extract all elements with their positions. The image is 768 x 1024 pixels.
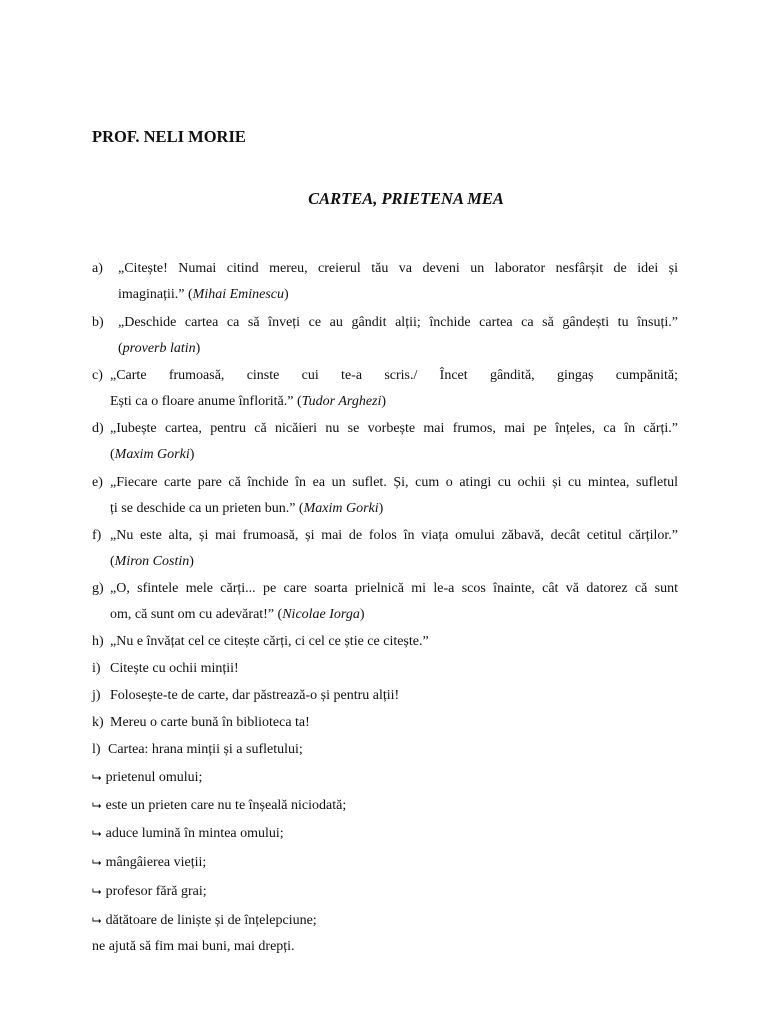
list-item — [92, 824, 678, 843]
quote-item — [92, 367, 678, 385]
item-marker: b) — [92, 315, 104, 330]
quote-continuation — [110, 393, 678, 411]
arrow-bullet-icon: ⮡ — [92, 798, 102, 812]
item-text: aduce lumină în mintea omului; — [105, 826, 284, 841]
item-marker: c) — [92, 368, 103, 383]
closing-line — [92, 938, 678, 956]
quote-text: ) — [189, 554, 194, 569]
list-item — [92, 714, 678, 732]
item-marker: d) — [92, 421, 104, 436]
quote-text: „Nu este alta, și mai frumoasă, și mai de folos în viața omului zăbavă, decât cetitul cărților.” — [110, 528, 678, 543]
quote-continuation — [110, 500, 678, 518]
item-marker: a) — [92, 261, 103, 276]
arrow-bullet-icon: ⮡ — [92, 884, 102, 898]
quote-text: ( — [118, 341, 123, 356]
list-item — [92, 853, 678, 872]
quote-continuation — [118, 340, 678, 358]
item-marker: h) — [92, 634, 104, 649]
item-text: dătătoare de liniște și de înțelepciune; — [105, 913, 317, 928]
quote-text: ( — [110, 447, 115, 462]
item-marker: e) — [92, 475, 103, 490]
item-text: Citește cu ochii minții! — [110, 661, 239, 676]
quote-item — [92, 580, 678, 598]
quote-text: „Citește! Numai citind mereu, creierul tău va deveni un laborator nesfârșit de idei și — [118, 261, 678, 276]
document-title: CARTEA, PRIETENA MEA — [308, 189, 504, 208]
item-marker: j) — [92, 688, 101, 703]
list-item — [92, 687, 678, 705]
quote-item — [92, 420, 678, 438]
quote-text: ) — [195, 341, 201, 356]
quote-text: ) — [189, 447, 195, 462]
quote-continuation — [110, 446, 678, 464]
item-text: Mereu o carte bună în biblioteca ta! — [110, 715, 310, 730]
quote-item — [92, 314, 678, 332]
quote-item — [92, 474, 678, 492]
item-marker: l) — [92, 742, 101, 757]
quote-text: ( — [110, 554, 115, 569]
quote-text: „Iubește cartea, pentru că nicăieri nu se vorbește mai frumos, mai pe înțeles, ca în cărți.” — [110, 421, 678, 436]
item-marker: i) — [92, 661, 101, 676]
quote-source: Mihai Eminescu — [192, 287, 285, 302]
arrow-bullet-icon: ⮡ — [92, 913, 102, 927]
item-marker: k) — [92, 715, 104, 730]
quote-source: Nicolae Iorga — [282, 607, 360, 622]
arrow-bullet-icon: ⮡ — [92, 826, 102, 840]
quote-text: „Deschide cartea ca să înveți ce au gândit alții; închide cartea ca să gândești tu însuți.” — [118, 315, 678, 330]
list-item — [92, 911, 678, 930]
quote-continuation — [110, 606, 678, 624]
item-text: mângâierea vieții; — [105, 855, 207, 870]
author-name: PROF. NELI MORIE — [92, 127, 246, 146]
list-item — [92, 633, 678, 651]
quote-text: ți se deschide ca un prieten bun.” ( — [110, 501, 304, 516]
list-item — [92, 660, 678, 678]
item-text: Cartea: hrana minții și a sufletului; — [108, 742, 303, 757]
item-text: profesor fără grai; — [105, 884, 207, 899]
quote-source: Miron Costin — [114, 554, 190, 569]
list-item — [92, 768, 678, 787]
quote-text: ) — [378, 501, 384, 516]
quote-text: Ești ca o floare anume înflorită.” ( — [110, 394, 302, 409]
quote-text: ) — [381, 394, 387, 409]
closing-text: ne ajută să fim mai buni, mai drepți. — [92, 939, 295, 954]
item-text: „Nu e învățat cel ce citește cărți, ci cel ce știe ce citește.” — [110, 634, 429, 649]
quote-continuation — [110, 553, 678, 571]
quote-text: „Carte frumoasă, cinste cui te-a scris./ Încet gândită, gingaș cumpănită; — [110, 368, 678, 383]
quote-item — [92, 527, 678, 545]
quote-text: ) — [284, 287, 289, 302]
quote-source: Tudor Arghezi — [301, 394, 382, 409]
list-item — [92, 882, 678, 901]
item-text: este un prieten care nu te înșeală niciodată; — [105, 798, 347, 813]
quote-text: om, că sunt om cu adevărat!” ( — [110, 607, 283, 622]
quote-source: Maxim Gorki — [114, 447, 190, 462]
list-item — [92, 741, 678, 759]
quote-text: imaginații.” ( — [118, 287, 193, 302]
arrow-bullet-icon: ⮡ — [92, 770, 102, 784]
quote-source: proverb latin — [122, 341, 196, 356]
item-marker: g) — [92, 581, 104, 596]
quote-text: „Fiecare carte pare că închide în ea un suflet. Și, cum o atingi cu ochii și cu mintea, sufletul — [110, 475, 678, 490]
item-marker: f) — [92, 528, 102, 543]
quote-source: Maxim Gorki — [303, 501, 379, 516]
list-item — [92, 796, 678, 815]
item-text: Folosește-te de carte, dar păstrează-o și pentru alții! — [110, 688, 400, 703]
item-text: prietenul omului; — [105, 770, 203, 785]
quote-continuation — [118, 286, 678, 304]
quote-text: ) — [359, 607, 365, 622]
arrow-bullet-icon: ⮡ — [92, 855, 102, 869]
quote-text: „O, sfintele mele cărți... pe care soarta prielnică mi le-a scos înainte, cât vă datorez că sunt — [110, 581, 678, 596]
quote-item — [92, 260, 678, 278]
